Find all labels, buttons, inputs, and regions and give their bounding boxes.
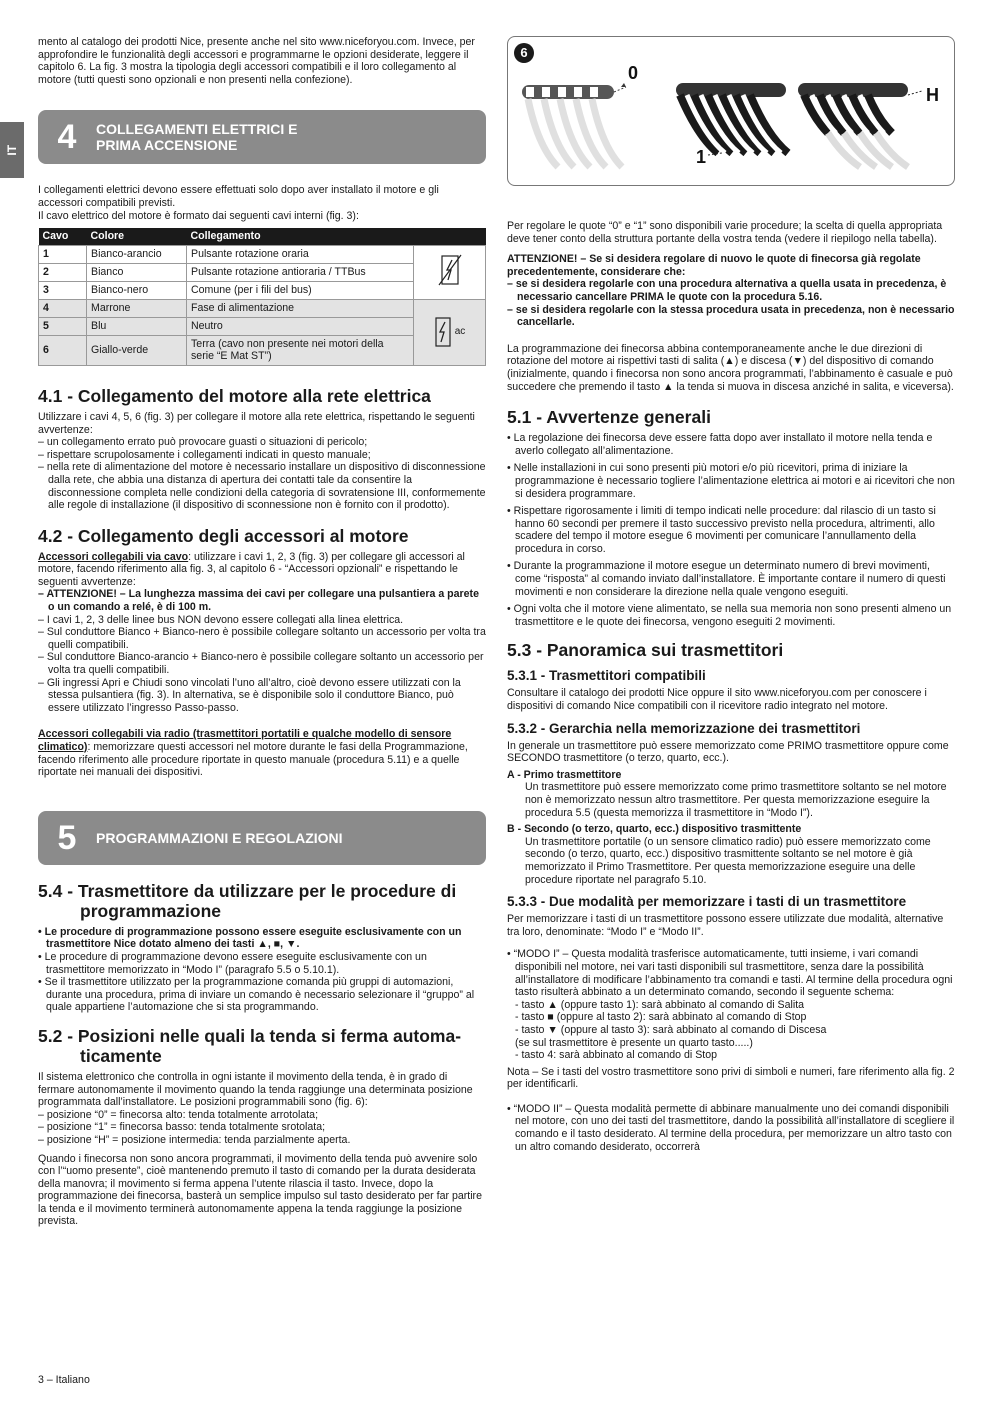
figure-number: 6: [514, 43, 534, 63]
chapter-title: COLLEGAMENTI ELETTRICI E PRIMA ACCENSIONE: [96, 121, 298, 154]
list-item-body: Un trasmettitore portatile (o un sensore climatico radio) può essere memorizzato come secondo (o terzo, quarto, ecc.) dispositivo trasmittente soltanto se nel motore è già memorizzato il Primo Trasmettitore. Per questa memorizzazione eseguire una delle procedure riportate nel paragrafo 5.10.: [525, 835, 931, 886]
subsection-heading: 5.3.1 - Trasmettitori compatibili: [507, 668, 706, 684]
language-tab: [0, 122, 24, 178]
warning-line: – se si desidera regolarle con la stessa procedura usata in precedenza, non è necessario cancellarle.: [507, 303, 955, 329]
list-item: – Gli ingressi Apri e Chiudi sono vincolati l’uno all’altro, cioè devono essere utilizzati con la stessa pulsantiera (fig. 3). In alternativa, se è disponibile solo il conduttore Bianco, può essere utilizzato l’ingresso Passo-passo.: [38, 676, 461, 714]
list-item-heading: A - Primo trasmettitore: [507, 768, 622, 781]
right-column: [507, 36, 955, 1157]
paragraph: Consultare il catalogo dei prodotti Nice oppure il sito www.niceforyou.com per conoscere i dispositivi di comando Nice compatibili con il ricevitore radio integrato nel motore.: [507, 687, 927, 713]
table-cell: 5: [39, 317, 87, 335]
paragraph: La programmazione dei finecorsa abbina contemporaneamente anche le due direzioni di rotazione del motore ai rispettivi tasti di salita (▲) e discesa (▼) del dispositivo di comando (inizialmente, quando i finecorsa non sono ancora programmati, l’abbinamento è casuale e può succedere che premendo il tasto ▲ la tenda si muova in discesa anziché in salita, e viceversa).: [507, 342, 954, 393]
list-item: • Ogni volta che il motore viene alimentato, se nella sua memoria non sono presenti almeno un trasmettitore e le quote dei finecorsa, vengono eseguiti 2 movimenti.: [507, 603, 952, 628]
list-item: – I cavi 1, 2, 3 delle linee bus NON devono essere collegati alla linea elettrica.: [38, 613, 404, 626]
list-item: – un collegamento errato può provocare guasti o situazioni di pericolo;: [38, 436, 368, 449]
table-cell: Comune (per i fili del bus): [187, 281, 414, 299]
list-item: • Nelle installazioni in cui sono presenti più motori e/o più ricevitori, prima di iniziare la programmazione è necessario togliere l’alimentazione elettrica ai motori e ai ricevitori che non si desidera programmare.: [507, 462, 955, 500]
subsection-heading: 5.3.3 - Due modalità per memorizzare i tasti di un trasmettitore: [507, 894, 907, 910]
table-row: [39, 299, 486, 317]
ac-label: ac: [454, 326, 466, 338]
mains-symbol-cell: [414, 299, 486, 365]
paragraph: [38, 551, 486, 589]
table-cell: 2: [39, 263, 87, 281]
chapter-4-banner: [38, 110, 486, 164]
list-item: – ATTENZIONE! – La lunghezza massima dei cavi per collegare una pulsantiera a parete o un comando a relé, è di 100 m.: [38, 588, 479, 614]
column-header: [414, 228, 486, 245]
table-cell: Bianco-nero: [87, 281, 187, 299]
bullet-list: [507, 432, 955, 628]
awning-unrolled: [676, 83, 788, 155]
list-item-heading: B - Secondo (o terzo, quarto, ecc.) dispositivo trasmittente: [507, 823, 802, 836]
modo-1-paragraph: • “MODO I” – Questa modalità trasferisce automaticamente, tutti insieme, i vari comandi disponibili nel motore, nei vari tasti disponibili sul trasmettitore, senza dare la possibilità all’installatore di modificare l’abbinamento tra comandi e tasti. Al termine della procedura ogni tasto risulterà abbinato a un determinato comando, secondo il seguente schema:: [507, 948, 953, 999]
table-cell: Terra (cavo non presente nei motori della serie “E Mat ST”): [187, 335, 414, 365]
paragraph: I collegamenti elettrici devono essere effettuati solo dopo aver installato il motore e gli accessori compatibili previsti.: [38, 184, 439, 209]
note-paragraph: Nota – Se i tasti del vostro trasmettitore sono privi di simboli e numeri, fare riferimento alla fig. 2 per identificarli.: [507, 1065, 955, 1091]
paragraph: Il cavo elettrico del motore è formato dai seguenti cavi interni (fig. 3):: [38, 209, 359, 222]
figure-6: [507, 36, 955, 186]
table-cell: 4: [39, 299, 87, 317]
table-row: [39, 245, 486, 263]
table-cell: Marrone: [87, 299, 187, 317]
list-item: - tasto 4: sarà abbinato al comando di Stop: [515, 1049, 717, 1062]
list-item: – nella rete di alimentazione del motore è necessario installare un dispositivo di disconnessione dalla rete, che abbia una distanza di apertura dei contatti tale da consentire la disconnessione completa nelle condizioni della categoria di sovratensione III, conformemente alle regole di installazione (il dispositivo di sconnessione non è fornito con il prodotto).: [38, 461, 486, 512]
list-item: – rispettare scrupolosamente i collegamenti indicati in questo manuale;: [38, 448, 371, 461]
list-item: • Durante la programmazione il motore esegue un determinato numero di brevi movimenti, come “risposta” al comando inviato dall’installatore. È importante contare il numero di questi movimenti e non considerare la direzione nella quale vengono eseguiti.: [507, 560, 946, 598]
list-item: • Rispettare rigorosamente i limiti di tempo indicati nelle procedure: dal rilascio di un tasto si hanno 60 secondi per premere il tasto successivo previsto nella procedura, altrimenti, allo scadere del tempo il motore esegue 6 movimenti per comunicare l’annullamento della procedura in corso.: [507, 505, 936, 555]
column-header: Colore: [87, 228, 187, 245]
paragraph: Quando i finecorsa non sono ancora programmati, il movimento della tenda può avvenire solo con l’“uomo presente”, cioè mantenendo premuto il tasto di comando per la durata desiderata della manovra; il movimento si ferma appena l’utente rilascia il tasto. Invece, dopo la programmazione dei finecorsa, basterà un semplice impulso sul tasto desiderato per far partire la tenda e il movimento terminerà autonomamente appena la tenda raggiunge la posizione prevista.: [38, 1152, 482, 1228]
bullet-list: [38, 926, 486, 1014]
position-h-label: H: [926, 85, 939, 105]
warning-line: – se si desidera regolarle con una procedura alternativa a quella usata in precedenza, è necessario cancellare PRIMA le quote con la procedura 5.16.: [507, 278, 947, 303]
list-item: – posizione “1” = finecorsa basso: tenda totalmente srotolata;: [38, 1121, 326, 1134]
table-cell: Pulsante rotazione oraria: [187, 245, 414, 263]
chapter-number: 5: [57, 818, 77, 857]
column-header: Cavo: [39, 228, 87, 245]
paragraph: Il sistema elettronico che controlla in ogni istante il movimento della tenda, è in grado di fermare autonomamente il movimento quando la tenda raggiunge una determinata posizione programmata dall’installatore. Le posizioni programmabili sono (fig. 6):: [38, 1070, 473, 1109]
heading-line: 5.2 - Posizioni nelle quali la tenda si ferma automa-: [38, 1025, 462, 1046]
list-item: (se sul trasmettitore è presente un quarto tasto.....): [515, 1036, 753, 1049]
table-cell: Bianco-arancio: [87, 245, 187, 263]
section-heading: [38, 881, 486, 921]
paragraph-text: : memorizzare questi accessori nel motore durante le fasi della Programmazione, facendo riferimento alle procedure riportate in questo manuale (procedura 5.11) e a quelle riportate nei manuali dei dispositivi.: [38, 741, 468, 779]
accessory-list: [38, 588, 486, 714]
list-item: - tasto ▼ (oppure al tasto 3): sarà abbinato al comando di Discesa: [515, 1023, 827, 1036]
intro-paragraph: mento al catalogo dei prodotti Nice, presente anche nel sito www.niceforyou.com. Invece, per approfondire le funzionalità degli accessori e programmarne le opzioni desiderate, leggere il capitolo 6. La fig. 3 mostra la tipologia degli accessori compatibili e il loro collegamento al motore (tutti questi sono opzionali e non presenti nella confezione).: [38, 36, 475, 86]
column-header: Collegamento: [187, 228, 414, 245]
paragraph-lead: Accessori collegabili via cavo: [38, 550, 189, 563]
paragraph: Utilizzare i cavi 4, 5, 6 (fig. 3) per collegare il motore alla rete elettrica, rispettando le seguenti avvertenze:: [38, 410, 475, 436]
heading-line: ticamente: [80, 1045, 162, 1066]
section-heading: 5.1 - Avvertenze generali: [507, 407, 711, 428]
section-heading: 4.1 - Collegamento del motore alla rete elettrica: [38, 385, 431, 406]
section-heading: 5.3 - Panoramica sui trasmettitori: [507, 640, 784, 661]
paragraph-text: : utilizzare i cavi 1, 2, 3 (fig. 3) per collegare gli accessori al motore, facendo riferimento alla fig. 3, al capitolo 6 - “Accessori opzionali” e rispettando le seguenti avvertenze:: [38, 550, 465, 588]
heading-line: programmazione: [80, 900, 221, 921]
list-item: • La regolazione dei finecorsa deve essere fatta dopo aver installato il motore nella tenda e averlo collegato all’alimentazione.: [507, 432, 933, 457]
paragraph: In generale un trasmettitore può essere memorizzato come PRIMO trasmettitore oppure come SECONDO trasmettitore (o terzo, quarto, ecc.).: [507, 739, 949, 765]
table-header-row: [39, 228, 486, 245]
table-cell: Pulsante rotazione antioraria / TTBus: [187, 263, 414, 281]
awning-partial: [798, 83, 922, 167]
paragraph: Per memorizzare i tasti di un trasmettitore possono essere utilizzate due modalità, alternative tra loro, denominate: “Modo I” e “Modo II”.: [507, 913, 944, 938]
awning-positions-illustration: [508, 37, 954, 185]
modo-2-paragraph: • “MODO II” – Questa modalità permette di abbinare manualmente uno dei comandi disponibili nel motore, con uno dei tasti del trasmettitore, dando la possibilità all’installatore di scegliere il comando e il tasto desiderato. Al termine della procedura, per memorizzare un altro tasto con un altro comando desiderato, occorrerà: [507, 1102, 955, 1153]
subsection-heading: 5.3.2 - Gerarchia nella memorizzazione dei trasmettitori: [507, 720, 861, 736]
paragraph: Per regolare le quote “0” e “1” sono disponibili varie procedure; la scelta di quella appropriata deve tener conto della struttura portante della vostra tenda (vedere il riepilogo nella tabella).: [507, 220, 943, 245]
table-cell: Giallo-verde: [87, 335, 187, 365]
list-item: – Sul conduttore Bianco + Bianco-nero è possibile collegare soltanto un accessorio per volta tra quelli compatibili.: [38, 626, 486, 651]
list-item: – Sul conduttore Bianco-arancio + Bianco-nero è possibile collegare soltanto un accessorio per volta tra quelli compatibili.: [38, 651, 484, 677]
table-cell: 6: [39, 335, 87, 365]
cable-table: [38, 228, 486, 366]
position-1-label: 1: [696, 147, 707, 167]
hierarchy-list: [507, 769, 955, 886]
bus-symbol-cell: [414, 245, 486, 299]
position-list: [38, 1109, 486, 1147]
list-item: – posizione “0” = finecorsa alto: tenda totalmente arrotolata;: [38, 1108, 319, 1121]
mains-voltage-icon: [434, 315, 452, 349]
paragraph: [38, 728, 486, 778]
chapter-5-banner: [38, 811, 486, 865]
list-item: • Le procedure di programmazione devono essere eseguite esclusivamente con un trasmettitore memorizzato in “Modo I” (paragrafo 5.5 o 5.10.1).: [38, 950, 427, 976]
table-cell: Fase di alimentazione: [187, 299, 414, 317]
section-heading: 4.2 - Collegamento degli accessori al motore: [38, 525, 409, 546]
no-mains-icon: [437, 253, 463, 287]
section-heading: [38, 1026, 486, 1066]
table-cell: 1: [39, 245, 87, 263]
list-item: – posizione “H” = posizione intermedia: tenda parzialmente aperta.: [38, 1133, 351, 1146]
language-code: IT: [4, 144, 19, 156]
key-mapping-list: [507, 999, 955, 1062]
list-item: • Le procedure di programmazione possono essere eseguite esclusivamente con un trasmettitore Nice dotato almeno dei tasti ▲, ■, ▼.: [38, 925, 462, 951]
warning-block: [507, 253, 955, 329]
warning-line: ATTENZIONE! – Se si desidera regolare di nuovo le quote di finecorsa già regolate precedentemente, considerare che:: [507, 253, 921, 278]
table-cell: 3: [39, 281, 87, 299]
page-footer: 3 – Italiano: [38, 1374, 90, 1386]
left-column: [38, 36, 486, 1232]
list-item: - tasto ■ (oppure al tasto 2): sarà abbinato al comando di Stop: [515, 1011, 807, 1024]
list-item: • Se il trasmettitore utilizzato per la programmazione comanda più gruppi di automazioni, durante una procedura, prima di inviare un comando è necessario selezionare il “gruppo” al quale appartiene l’automazione che si sta programmando.: [38, 976, 475, 1014]
chapter-title: PROGRAMMAZIONI E REGOLAZIONI: [96, 829, 343, 846]
list-item: - tasto ▲ (oppure tasto 1): sarà abbinato al comando di Salita: [515, 998, 805, 1011]
table-cell: Blu: [87, 317, 187, 335]
awning-rolled: [522, 83, 626, 167]
heading-line: 5.4 - Trasmettitore da utilizzare per le procedure di: [38, 880, 457, 901]
table-cell: Bianco: [87, 263, 187, 281]
list-item-body: Un trasmettitore può essere memorizzato come primo trasmettitore soltanto se nel motore non è memorizzato nessun altro trasmettitore. Per questa memorizzazione eseguire la procedura 5.5 (questa memorizza il trasmettitore in “Modo I”).: [525, 781, 947, 819]
chapter-number: 4: [57, 118, 77, 157]
paragraph-lead: Accessori collegabili via radio (trasmettitori portatili e qualche modello di sensore climatico): [38, 728, 452, 753]
warning-list: [38, 436, 486, 512]
table-cell: Neutro: [187, 317, 414, 335]
position-0-label: 0: [628, 63, 639, 83]
